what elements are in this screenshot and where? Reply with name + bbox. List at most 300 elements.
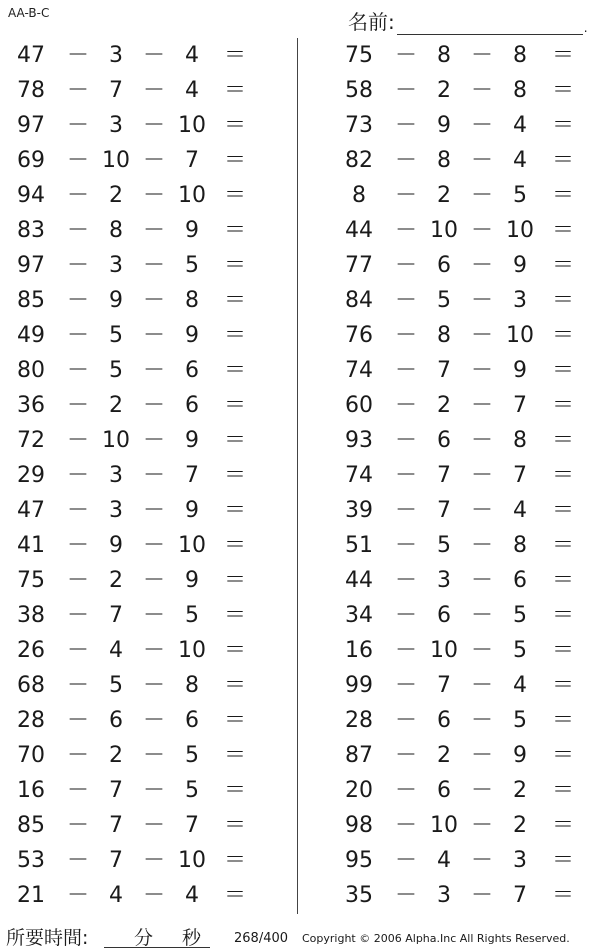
minus-sign: － xyxy=(470,148,493,173)
subtrahend-2: 10 xyxy=(178,848,206,873)
minus-sign: － xyxy=(394,638,417,663)
subtrahend-1: 5 xyxy=(109,358,123,383)
minus-sign: － xyxy=(470,428,493,453)
subtrahend-2: 2 xyxy=(513,813,527,838)
problem-row xyxy=(0,493,270,528)
minus-sign: － xyxy=(142,848,165,873)
subtrahend-2: 9 xyxy=(185,323,199,348)
page-number: 268/400 xyxy=(234,931,289,946)
minus-sign: － xyxy=(470,638,493,663)
subtrahend-2: 4 xyxy=(513,113,527,138)
subtrahend-2: 10 xyxy=(178,113,206,138)
minus-sign: － xyxy=(470,743,493,768)
minus-sign: － xyxy=(394,253,417,278)
worksheet-code: AA-B-C xyxy=(8,6,50,20)
minuend: 58 xyxy=(345,78,373,103)
problem-row xyxy=(0,38,270,73)
problem-row xyxy=(0,843,270,878)
equals-sign: ＝ xyxy=(223,148,246,173)
minus-sign: － xyxy=(66,533,89,558)
minuend: 21 xyxy=(17,883,45,908)
minuend: 49 xyxy=(17,323,45,348)
time-label: 所要時間: xyxy=(6,927,89,949)
minuend: 16 xyxy=(17,778,45,803)
equals-sign: ＝ xyxy=(223,428,246,453)
minus-sign: － xyxy=(66,113,89,138)
minuend: 51 xyxy=(345,533,373,558)
minus-sign: － xyxy=(470,568,493,593)
subtrahend-1: 5 xyxy=(437,288,451,313)
minus-sign: － xyxy=(66,708,89,733)
problem-row xyxy=(328,843,598,878)
minuend: 93 xyxy=(345,428,373,453)
footer xyxy=(6,923,596,949)
subtrahend-1: 10 xyxy=(430,813,458,838)
minus-sign: － xyxy=(470,673,493,698)
minus-sign: － xyxy=(66,323,89,348)
problem-row xyxy=(328,178,598,213)
subtrahend-2: 3 xyxy=(513,848,527,873)
minus-sign: － xyxy=(394,183,417,208)
name-label: 名前: xyxy=(348,10,395,34)
minuend: 68 xyxy=(17,673,45,698)
subtrahend-1: 3 xyxy=(109,463,123,488)
minus-sign: － xyxy=(66,253,89,278)
equals-sign: ＝ xyxy=(551,78,574,103)
minus-sign: － xyxy=(142,43,165,68)
problem-row xyxy=(0,108,270,143)
minus-sign: － xyxy=(66,568,89,593)
subtrahend-2: 4 xyxy=(513,673,527,698)
minuend: 98 xyxy=(345,813,373,838)
equals-sign: ＝ xyxy=(551,183,574,208)
problem-row xyxy=(328,213,598,248)
minuend: 77 xyxy=(345,253,373,278)
problem-row xyxy=(0,773,270,808)
equals-sign: ＝ xyxy=(223,323,246,348)
minus-sign: － xyxy=(394,288,417,313)
minus-sign: － xyxy=(66,358,89,383)
equals-sign: ＝ xyxy=(551,848,574,873)
problem-row xyxy=(0,598,270,633)
subtrahend-2: 7 xyxy=(185,463,199,488)
equals-sign: ＝ xyxy=(551,883,574,908)
subtrahend-1: 4 xyxy=(109,638,123,663)
problem-row xyxy=(0,878,270,913)
minus-sign: － xyxy=(66,43,89,68)
minus-sign: － xyxy=(66,288,89,313)
minuend: 72 xyxy=(17,428,45,453)
minus-sign: － xyxy=(470,533,493,558)
subtrahend-2: 4 xyxy=(185,43,199,68)
subtrahend-1: 6 xyxy=(437,708,451,733)
minus-sign: － xyxy=(394,323,417,348)
minuend: 97 xyxy=(17,253,45,278)
minus-sign: － xyxy=(470,708,493,733)
equals-sign: ＝ xyxy=(551,323,574,348)
equals-sign: ＝ xyxy=(551,813,574,838)
problem-row xyxy=(328,38,598,73)
subtrahend-2: 5 xyxy=(185,778,199,803)
minus-sign: － xyxy=(394,883,417,908)
minuend: 35 xyxy=(345,883,373,908)
minuend: 16 xyxy=(345,638,373,663)
minus-sign: － xyxy=(142,533,165,558)
minus-sign: － xyxy=(142,253,165,278)
minuend: 44 xyxy=(345,218,373,243)
subtrahend-1: 3 xyxy=(109,113,123,138)
subtrahend-2: 4 xyxy=(185,78,199,103)
minus-sign: － xyxy=(142,393,165,418)
minus-sign: － xyxy=(142,708,165,733)
problem-row xyxy=(328,703,598,738)
subtrahend-2: 5 xyxy=(513,183,527,208)
equals-sign: ＝ xyxy=(551,708,574,733)
minus-sign: － xyxy=(394,848,417,873)
problem-row xyxy=(0,213,270,248)
minus-sign: － xyxy=(142,78,165,103)
minus-sign: － xyxy=(142,673,165,698)
minus-sign: － xyxy=(394,393,417,418)
subtrahend-1: 6 xyxy=(437,603,451,628)
problem-row xyxy=(328,738,598,773)
subtrahend-1: 8 xyxy=(109,218,123,243)
equals-sign: ＝ xyxy=(551,778,574,803)
problem-row xyxy=(328,773,598,808)
minus-sign: － xyxy=(66,603,89,628)
problem-row xyxy=(328,458,598,493)
minuend: 26 xyxy=(17,638,45,663)
subtrahend-1: 8 xyxy=(437,148,451,173)
minus-sign: － xyxy=(394,78,417,103)
subtrahend-1: 6 xyxy=(437,778,451,803)
minuend: 97 xyxy=(17,113,45,138)
problem-row xyxy=(328,318,598,353)
minus-sign: － xyxy=(66,463,89,488)
equals-sign: ＝ xyxy=(223,568,246,593)
minuend: 84 xyxy=(345,288,373,313)
subtrahend-2: 5 xyxy=(185,743,199,768)
copyright-text: Copyright © 2006 Alpha.Inc All Rights Reserved. xyxy=(302,932,570,945)
problem-row xyxy=(0,633,270,668)
name-field[interactable] xyxy=(397,12,583,35)
subtrahend-1: 3 xyxy=(437,568,451,593)
subtrahend-1: 6 xyxy=(437,428,451,453)
minus-sign: － xyxy=(142,428,165,453)
minuend: 53 xyxy=(17,848,45,873)
minus-sign: － xyxy=(470,358,493,383)
problem-row xyxy=(0,248,270,283)
equals-sign: ＝ xyxy=(551,148,574,173)
minuend: 28 xyxy=(17,708,45,733)
subtrahend-2: 9 xyxy=(185,568,199,593)
subtrahend-1: 2 xyxy=(437,78,451,103)
minus-sign: － xyxy=(66,848,89,873)
subtrahend-2: 6 xyxy=(185,708,199,733)
minus-sign: － xyxy=(142,113,165,138)
subtrahend-1: 7 xyxy=(437,463,451,488)
subtrahend-2: 8 xyxy=(513,43,527,68)
equals-sign: ＝ xyxy=(551,673,574,698)
subtrahend-1: 6 xyxy=(437,253,451,278)
subtrahend-2: 5 xyxy=(513,603,527,628)
subtrahend-1: 7 xyxy=(437,358,451,383)
minus-sign: － xyxy=(394,743,417,768)
minus-sign: － xyxy=(394,358,417,383)
minus-sign: － xyxy=(142,323,165,348)
minus-sign: － xyxy=(394,533,417,558)
subtrahend-2: 6 xyxy=(185,358,199,383)
subtrahend-1: 5 xyxy=(109,323,123,348)
problem-row xyxy=(0,668,270,703)
minuend: 74 xyxy=(345,463,373,488)
subtrahend-1: 9 xyxy=(109,288,123,313)
equals-sign: ＝ xyxy=(223,393,246,418)
minus-sign: － xyxy=(470,498,493,523)
minuend: 69 xyxy=(17,148,45,173)
subtrahend-1: 10 xyxy=(430,218,458,243)
minus-sign: － xyxy=(142,568,165,593)
equals-sign: ＝ xyxy=(551,253,574,278)
subtrahend-1: 2 xyxy=(109,183,123,208)
problem-row xyxy=(0,808,270,843)
subtrahend-1: 2 xyxy=(437,183,451,208)
problem-row xyxy=(0,528,270,563)
minus-sign: － xyxy=(66,778,89,803)
problem-row xyxy=(0,318,270,353)
minus-sign: － xyxy=(142,148,165,173)
subtrahend-2: 4 xyxy=(513,498,527,523)
equals-sign: ＝ xyxy=(223,463,246,488)
subtrahend-2: 10 xyxy=(178,183,206,208)
subtrahend-1: 3 xyxy=(109,253,123,278)
subtrahend-2: 7 xyxy=(513,393,527,418)
subtrahend-1: 5 xyxy=(109,673,123,698)
minus-sign: － xyxy=(470,78,493,103)
right-problem-column xyxy=(328,38,598,913)
equals-sign: ＝ xyxy=(223,498,246,523)
minuend: 20 xyxy=(345,778,373,803)
subtrahend-2: 3 xyxy=(513,288,527,313)
subtrahend-1: 9 xyxy=(109,533,123,558)
equals-sign: ＝ xyxy=(223,78,246,103)
minus-sign: － xyxy=(142,218,165,243)
subtrahend-1: 7 xyxy=(437,673,451,698)
seconds-label: 秒 xyxy=(182,927,202,949)
minus-sign: － xyxy=(394,708,417,733)
minus-sign: － xyxy=(394,813,417,838)
subtrahend-2: 8 xyxy=(185,288,199,313)
minus-sign: － xyxy=(470,848,493,873)
minus-sign: － xyxy=(142,603,165,628)
equals-sign: ＝ xyxy=(551,743,574,768)
equals-sign: ＝ xyxy=(551,43,574,68)
equals-sign: ＝ xyxy=(223,708,246,733)
minus-sign: － xyxy=(470,813,493,838)
minus-sign: － xyxy=(142,183,165,208)
problem-row xyxy=(0,73,270,108)
equals-sign: ＝ xyxy=(551,358,574,383)
minus-sign: － xyxy=(142,498,165,523)
equals-sign: ＝ xyxy=(551,638,574,663)
subtrahend-2: 8 xyxy=(513,428,527,453)
subtrahend-1: 2 xyxy=(109,743,123,768)
minuend: 94 xyxy=(17,183,45,208)
subtrahend-1: 9 xyxy=(437,113,451,138)
problem-row xyxy=(328,633,598,668)
subtrahend-2: 8 xyxy=(513,78,527,103)
minus-sign: － xyxy=(394,428,417,453)
subtrahend-2: 9 xyxy=(513,253,527,278)
minus-sign: － xyxy=(66,393,89,418)
subtrahend-2: 7 xyxy=(185,148,199,173)
subtrahend-1: 2 xyxy=(437,393,451,418)
minus-sign: － xyxy=(66,743,89,768)
equals-sign: ＝ xyxy=(551,463,574,488)
equals-sign: ＝ xyxy=(223,778,246,803)
minuend: 73 xyxy=(345,113,373,138)
subtrahend-1: 4 xyxy=(437,848,451,873)
subtrahend-1: 8 xyxy=(437,323,451,348)
problem-row xyxy=(0,563,270,598)
equals-sign: ＝ xyxy=(223,533,246,558)
name-end-dot: . xyxy=(583,21,588,35)
subtrahend-1: 2 xyxy=(437,743,451,768)
minus-sign: － xyxy=(66,218,89,243)
minus-sign: － xyxy=(66,813,89,838)
minuend: 39 xyxy=(345,498,373,523)
minuend: 38 xyxy=(17,603,45,628)
problem-row xyxy=(0,738,270,773)
minus-sign: － xyxy=(66,673,89,698)
minus-sign: － xyxy=(470,323,493,348)
minus-sign: － xyxy=(394,568,417,593)
equals-sign: ＝ xyxy=(551,603,574,628)
problem-row xyxy=(328,73,598,108)
minus-sign: － xyxy=(470,43,493,68)
problem-row xyxy=(328,668,598,703)
minus-sign: － xyxy=(142,813,165,838)
minuend: 80 xyxy=(17,358,45,383)
equals-sign: ＝ xyxy=(223,848,246,873)
minus-sign: － xyxy=(142,638,165,663)
minuend: 78 xyxy=(17,78,45,103)
subtrahend-2: 9 xyxy=(185,428,199,453)
minus-sign: － xyxy=(470,113,493,138)
subtrahend-2: 10 xyxy=(178,533,206,558)
minus-sign: － xyxy=(394,673,417,698)
subtrahend-1: 10 xyxy=(102,428,130,453)
subtrahend-2: 10 xyxy=(178,638,206,663)
subtrahend-2: 9 xyxy=(185,498,199,523)
problem-row xyxy=(328,353,598,388)
equals-sign: ＝ xyxy=(223,183,246,208)
subtrahend-1: 2 xyxy=(109,393,123,418)
equals-sign: ＝ xyxy=(551,218,574,243)
minus-sign: － xyxy=(394,603,417,628)
minuend: 47 xyxy=(17,43,45,68)
equals-sign: ＝ xyxy=(551,113,574,138)
problem-row xyxy=(328,423,598,458)
minus-sign: － xyxy=(142,778,165,803)
minus-sign: － xyxy=(394,113,417,138)
subtrahend-2: 10 xyxy=(506,323,534,348)
minuend: 85 xyxy=(17,813,45,838)
left-problem-column xyxy=(0,38,270,913)
subtrahend-2: 7 xyxy=(513,883,527,908)
subtrahend-1: 6 xyxy=(109,708,123,733)
minuend: 28 xyxy=(345,708,373,733)
subtrahend-2: 5 xyxy=(185,253,199,278)
problem-row xyxy=(328,108,598,143)
subtrahend-2: 2 xyxy=(513,778,527,803)
subtrahend-2: 9 xyxy=(513,358,527,383)
subtrahend-2: 4 xyxy=(185,883,199,908)
minutes-label: 分 xyxy=(134,927,154,949)
column-divider xyxy=(297,38,298,914)
minuend: 76 xyxy=(345,323,373,348)
subtrahend-2: 5 xyxy=(513,708,527,733)
minuend: 75 xyxy=(345,43,373,68)
subtrahend-2: 10 xyxy=(506,218,534,243)
problem-row xyxy=(328,563,598,598)
problem-row xyxy=(328,493,598,528)
subtrahend-2: 9 xyxy=(513,743,527,768)
problem-row xyxy=(328,598,598,633)
minus-sign: － xyxy=(470,463,493,488)
minus-sign: － xyxy=(66,638,89,663)
minus-sign: － xyxy=(66,498,89,523)
problem-row xyxy=(328,528,598,563)
equals-sign: ＝ xyxy=(223,358,246,383)
equals-sign: ＝ xyxy=(223,603,246,628)
subtrahend-1: 3 xyxy=(109,43,123,68)
minus-sign: － xyxy=(394,498,417,523)
minuend: 85 xyxy=(17,288,45,313)
subtrahend-2: 7 xyxy=(185,813,199,838)
subtrahend-1: 7 xyxy=(109,78,123,103)
minuend: 83 xyxy=(17,218,45,243)
subtrahend-1: 7 xyxy=(109,813,123,838)
subtrahend-2: 6 xyxy=(185,393,199,418)
subtrahend-1: 5 xyxy=(437,533,451,558)
minuend: 41 xyxy=(17,533,45,558)
problem-row xyxy=(0,143,270,178)
minus-sign: － xyxy=(66,183,89,208)
problem-row xyxy=(328,808,598,843)
minus-sign: － xyxy=(394,43,417,68)
minus-sign: － xyxy=(470,393,493,418)
minus-sign: － xyxy=(470,218,493,243)
equals-sign: ＝ xyxy=(223,673,246,698)
subtrahend-1: 2 xyxy=(109,568,123,593)
equals-sign: ＝ xyxy=(551,498,574,523)
minuend: 60 xyxy=(345,393,373,418)
minus-sign: － xyxy=(142,463,165,488)
equals-sign: ＝ xyxy=(223,743,246,768)
subtrahend-1: 7 xyxy=(109,848,123,873)
problem-row xyxy=(328,283,598,318)
minus-sign: － xyxy=(66,883,89,908)
minuend: 75 xyxy=(17,568,45,593)
minus-sign: － xyxy=(470,288,493,313)
equals-sign: ＝ xyxy=(551,288,574,313)
equals-sign: ＝ xyxy=(551,428,574,453)
minus-sign: － xyxy=(394,463,417,488)
subtrahend-1: 7 xyxy=(437,498,451,523)
subtrahend-1: 4 xyxy=(109,883,123,908)
subtrahend-2: 5 xyxy=(185,603,199,628)
